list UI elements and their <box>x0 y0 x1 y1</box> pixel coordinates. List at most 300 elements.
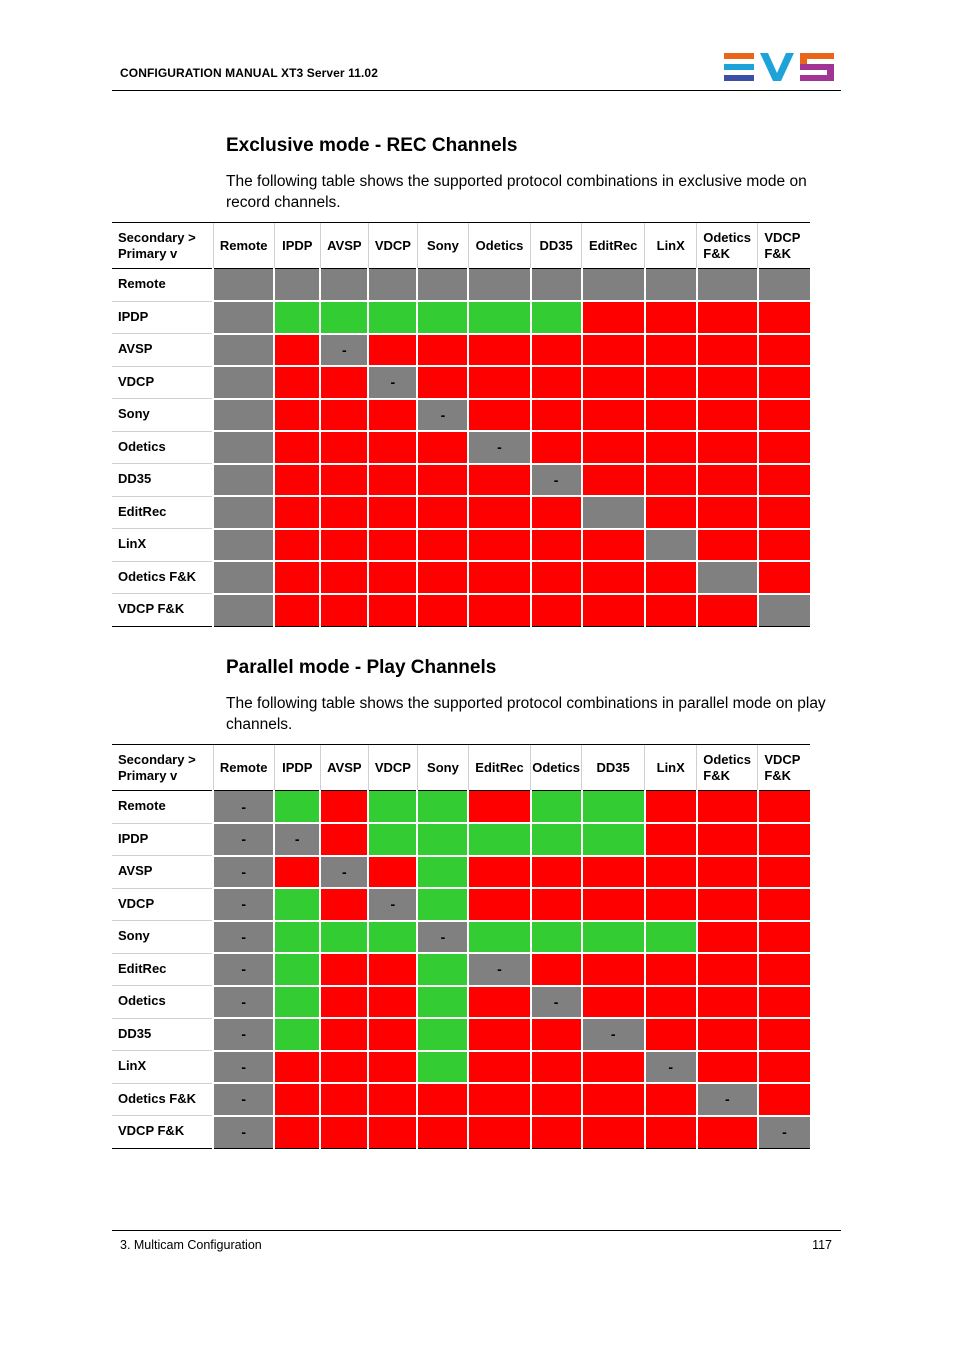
table-row <box>112 1051 810 1084</box>
column-header-label: DD35 <box>539 237 573 253</box>
unsupported-cell <box>697 1018 758 1051</box>
unsupported-cell <box>697 529 758 562</box>
supported-cell <box>368 921 417 954</box>
unsupported-cell <box>697 1116 758 1149</box>
table-row <box>112 431 810 464</box>
unsupported-cell <box>697 464 758 497</box>
unsupported-cell <box>368 1051 417 1084</box>
row-header: Sony <box>112 921 213 954</box>
unsupported-cell <box>645 1116 697 1149</box>
not-applicable-cell <box>274 269 320 302</box>
unsupported-cell <box>368 986 417 1019</box>
not-applicable-cell: - <box>645 1051 697 1084</box>
not-applicable-cell <box>645 529 697 562</box>
not-applicable-cell: - <box>758 1116 810 1149</box>
section-description-parallel: The following table shows the supported protocol combinations in parallel mode on play channels. <box>226 695 826 733</box>
unsupported-cell <box>758 791 810 824</box>
unsupported-cell <box>697 594 758 627</box>
not-applicable-cell: - <box>213 1083 274 1116</box>
column-header-label-line2: F&K <box>703 245 730 261</box>
column-header <box>368 745 417 791</box>
unsupported-cell <box>274 366 320 399</box>
not-applicable-cell: - <box>213 921 274 954</box>
unsupported-cell <box>531 496 582 529</box>
unsupported-cell <box>320 561 368 594</box>
unsupported-cell <box>320 791 368 824</box>
column-header-label: VDCP <box>374 759 411 775</box>
unsupported-cell <box>645 1083 697 1116</box>
table-row <box>112 953 810 986</box>
supported-cell <box>417 301 468 334</box>
unsupported-cell <box>531 1051 582 1084</box>
unsupported-cell <box>531 366 582 399</box>
unsupported-cell <box>368 594 417 627</box>
unsupported-cell <box>468 334 530 367</box>
row-header: AVSP <box>112 856 213 889</box>
not-applicable-cell: - <box>274 823 320 856</box>
column-header-label: VDCP <box>764 751 801 767</box>
unsupported-cell <box>758 888 810 921</box>
table-row <box>112 269 810 302</box>
unsupported-cell <box>320 888 368 921</box>
unsupported-cell <box>368 464 417 497</box>
table-row <box>112 1116 810 1149</box>
unsupported-cell <box>582 856 645 889</box>
row-header: LinX <box>112 1051 213 1084</box>
unsupported-cell <box>417 561 468 594</box>
unsupported-cell <box>645 431 697 464</box>
not-applicable-cell <box>758 269 810 302</box>
table-row <box>112 561 810 594</box>
unsupported-cell <box>468 561 530 594</box>
unsupported-cell <box>531 856 582 889</box>
unsupported-cell <box>368 953 417 986</box>
header-divider <box>112 90 841 91</box>
unsupported-cell <box>582 1083 645 1116</box>
footer-chapter: 3. Multicam Configuration <box>120 1238 262 1252</box>
section-description-exclusive: The following table shows the supported protocol combinations in exclusive mode on record channels. <box>226 173 807 211</box>
unsupported-cell <box>582 399 645 432</box>
column-header-label: Remote <box>219 759 268 775</box>
column-header <box>320 745 368 791</box>
unsupported-cell <box>468 888 530 921</box>
unsupported-cell <box>758 464 810 497</box>
logo-bar-navy <box>724 75 754 81</box>
unsupported-cell <box>417 464 468 497</box>
not-applicable-cell: - <box>368 888 417 921</box>
unsupported-cell <box>582 301 645 334</box>
supported-cell <box>417 888 468 921</box>
unsupported-cell <box>320 1083 368 1116</box>
unsupported-cell <box>274 594 320 627</box>
not-applicable-cell <box>531 269 582 302</box>
supported-cell <box>320 921 368 954</box>
supported-cell <box>320 301 368 334</box>
unsupported-cell <box>468 1051 530 1084</box>
row-header: AVSP <box>112 334 213 367</box>
unsupported-cell <box>645 399 697 432</box>
not-applicable-cell: - <box>213 1051 274 1084</box>
unsupported-cell <box>758 856 810 889</box>
unsupported-cell <box>531 1116 582 1149</box>
supported-cell <box>274 888 320 921</box>
column-header-label: Sony <box>427 237 459 253</box>
logo-v <box>760 53 794 81</box>
unsupported-cell <box>758 1018 810 1051</box>
table-row <box>112 1018 810 1051</box>
unsupported-cell <box>417 496 468 529</box>
table-row <box>112 366 810 399</box>
corner-header <box>112 745 213 791</box>
row-header: VDCP <box>112 888 213 921</box>
supported-cell <box>417 953 468 986</box>
not-applicable-cell: - <box>213 986 274 1019</box>
not-applicable-cell <box>213 561 274 594</box>
unsupported-cell <box>645 1018 697 1051</box>
column-header <box>582 223 645 269</box>
section-title-parallel: Parallel mode - Play Channels <box>226 657 497 678</box>
not-applicable-cell: - <box>582 1018 645 1051</box>
corner-secondary-label: Secondary > <box>118 751 196 767</box>
unsupported-cell <box>758 366 810 399</box>
row-header: Remote <box>112 269 213 302</box>
unsupported-cell <box>697 399 758 432</box>
not-applicable-cell: - <box>213 888 274 921</box>
unsupported-cell <box>582 1116 645 1149</box>
not-applicable-cell: - <box>213 1116 274 1149</box>
unsupported-cell <box>468 1116 530 1149</box>
supported-cell <box>274 953 320 986</box>
column-header <box>645 223 697 269</box>
column-header <box>320 223 368 269</box>
unsupported-cell <box>531 953 582 986</box>
parallel-play-table <box>112 744 810 1149</box>
row-header: Remote <box>112 791 213 824</box>
unsupported-cell <box>582 888 645 921</box>
unsupported-cell <box>582 561 645 594</box>
not-applicable-cell: - <box>417 399 468 432</box>
not-applicable-cell <box>758 594 810 627</box>
row-header: EditRec <box>112 953 213 986</box>
unsupported-cell <box>645 953 697 986</box>
not-applicable-cell: - <box>697 1083 758 1116</box>
unsupported-cell <box>320 953 368 986</box>
unsupported-cell <box>417 1116 468 1149</box>
unsupported-cell <box>468 464 530 497</box>
unsupported-cell <box>697 953 758 986</box>
unsupported-cell <box>582 366 645 399</box>
row-header: VDCP F&K <box>112 1116 213 1149</box>
unsupported-cell <box>417 1083 468 1116</box>
supported-cell <box>468 823 530 856</box>
unsupported-cell <box>531 334 582 367</box>
unsupported-cell <box>468 594 530 627</box>
not-applicable-cell: - <box>468 953 530 986</box>
unsupported-cell <box>468 366 530 399</box>
not-applicable-cell: - <box>531 464 582 497</box>
unsupported-cell <box>368 399 417 432</box>
supported-cell <box>645 921 697 954</box>
unsupported-cell <box>758 953 810 986</box>
not-applicable-cell: - <box>213 791 274 824</box>
not-applicable-cell: - <box>213 1018 274 1051</box>
unsupported-cell <box>582 431 645 464</box>
not-applicable-cell: - <box>213 823 274 856</box>
not-applicable-cell <box>213 464 274 497</box>
column-header <box>274 223 320 269</box>
unsupported-cell <box>320 399 368 432</box>
not-applicable-cell <box>213 366 274 399</box>
row-header: DD35 <box>112 1018 213 1051</box>
not-applicable-cell <box>417 269 468 302</box>
supported-cell <box>582 791 645 824</box>
column-header <box>468 745 530 791</box>
unsupported-cell <box>468 399 530 432</box>
column-header-label: VDCP <box>764 229 801 245</box>
row-header: IPDP <box>112 823 213 856</box>
unsupported-cell <box>758 1051 810 1084</box>
unsupported-cell <box>320 496 368 529</box>
unsupported-cell <box>468 856 530 889</box>
unsupported-cell <box>645 856 697 889</box>
unsupported-cell <box>368 496 417 529</box>
table-row <box>112 791 810 824</box>
supported-cell <box>417 1018 468 1051</box>
logo-bar-blue <box>724 64 754 70</box>
unsupported-cell <box>320 431 368 464</box>
corner-header <box>112 223 213 269</box>
unsupported-cell <box>531 561 582 594</box>
row-header: DD35 <box>112 464 213 497</box>
column-header <box>697 223 758 269</box>
unsupported-cell <box>758 399 810 432</box>
table-row <box>112 594 810 627</box>
not-applicable-cell <box>213 301 274 334</box>
supported-cell <box>274 921 320 954</box>
table-row <box>112 301 810 334</box>
unsupported-cell <box>645 334 697 367</box>
unsupported-cell <box>645 366 697 399</box>
supported-cell <box>531 791 582 824</box>
unsupported-cell <box>274 1083 320 1116</box>
not-applicable-cell: - <box>368 366 417 399</box>
not-applicable-cell: - <box>468 431 530 464</box>
unsupported-cell <box>320 594 368 627</box>
unsupported-cell <box>697 856 758 889</box>
unsupported-cell <box>368 1116 417 1149</box>
unsupported-cell <box>417 594 468 627</box>
unsupported-cell <box>697 334 758 367</box>
unsupported-cell <box>468 1083 530 1116</box>
not-applicable-cell <box>368 269 417 302</box>
unsupported-cell <box>531 431 582 464</box>
supported-cell <box>368 823 417 856</box>
unsupported-cell <box>758 334 810 367</box>
column-header-label: EditRec <box>588 237 638 253</box>
unsupported-cell <box>645 888 697 921</box>
unsupported-cell <box>417 334 468 367</box>
supported-cell <box>582 921 645 954</box>
unsupported-cell <box>320 1051 368 1084</box>
unsupported-cell <box>758 921 810 954</box>
footer-page-number: 117 <box>812 1238 832 1252</box>
unsupported-cell <box>697 301 758 334</box>
exclusive-rec-table <box>112 222 810 627</box>
unsupported-cell <box>274 399 320 432</box>
supported-cell <box>531 921 582 954</box>
unsupported-cell <box>320 366 368 399</box>
column-header-label: Odetics <box>703 751 751 767</box>
table-row <box>112 856 810 889</box>
column-header <box>274 745 320 791</box>
evs-logo <box>724 53 836 81</box>
row-header: Odetics F&K <box>112 1083 213 1116</box>
unsupported-cell <box>645 986 697 1019</box>
column-header <box>645 745 697 791</box>
unsupported-cell <box>368 431 417 464</box>
unsupported-cell <box>645 464 697 497</box>
not-applicable-cell <box>697 561 758 594</box>
corner-secondary-label: Secondary > <box>118 229 196 245</box>
unsupported-cell <box>417 431 468 464</box>
table-row <box>112 399 810 432</box>
unsupported-cell <box>582 464 645 497</box>
not-applicable-cell <box>320 269 368 302</box>
column-header-label: Remote <box>219 237 268 253</box>
row-header: Sony <box>112 399 213 432</box>
supported-cell <box>274 791 320 824</box>
column-header-label: AVSP <box>327 237 362 253</box>
column-header-label-line2: F&K <box>703 767 730 783</box>
supported-cell <box>274 986 320 1019</box>
not-applicable-cell <box>697 269 758 302</box>
column-header <box>417 745 468 791</box>
column-header-label-line2: F&K <box>764 767 792 783</box>
unsupported-cell <box>468 986 530 1019</box>
not-applicable-cell <box>213 269 274 302</box>
unsupported-cell <box>758 823 810 856</box>
unsupported-cell <box>417 529 468 562</box>
unsupported-cell <box>531 399 582 432</box>
unsupported-cell <box>274 334 320 367</box>
not-applicable-cell <box>213 399 274 432</box>
unsupported-cell <box>468 1018 530 1051</box>
unsupported-cell <box>320 823 368 856</box>
not-applicable-cell: - <box>320 334 368 367</box>
column-header-label: LinX <box>656 759 685 775</box>
not-applicable-cell <box>213 594 274 627</box>
unsupported-cell <box>368 1083 417 1116</box>
unsupported-cell <box>697 366 758 399</box>
row-header: VDCP <box>112 366 213 399</box>
unsupported-cell <box>368 856 417 889</box>
supported-cell <box>531 823 582 856</box>
unsupported-cell <box>468 496 530 529</box>
unsupported-cell <box>531 529 582 562</box>
unsupported-cell <box>645 301 697 334</box>
column-header-label: AVSP <box>327 759 362 775</box>
column-header <box>468 223 530 269</box>
supported-cell <box>417 856 468 889</box>
column-header-label: Odetics <box>703 229 751 245</box>
column-header-label-line2: F&K <box>764 245 792 261</box>
unsupported-cell <box>758 431 810 464</box>
supported-cell <box>468 301 530 334</box>
table-row <box>112 464 810 497</box>
unsupported-cell <box>320 1116 368 1149</box>
logo-s-bottom <box>800 75 834 81</box>
unsupported-cell <box>697 823 758 856</box>
unsupported-cell <box>697 921 758 954</box>
table-row <box>112 888 810 921</box>
not-applicable-cell <box>213 334 274 367</box>
not-applicable-cell <box>582 496 645 529</box>
table-row <box>112 334 810 367</box>
supported-cell <box>417 823 468 856</box>
row-header: EditRec <box>112 496 213 529</box>
footer-divider <box>112 1230 841 1231</box>
unsupported-cell <box>645 791 697 824</box>
column-header-label: VDCP <box>374 237 411 253</box>
supported-cell <box>468 921 530 954</box>
unsupported-cell <box>531 888 582 921</box>
unsupported-cell <box>697 791 758 824</box>
supported-cell <box>417 986 468 1019</box>
unsupported-cell <box>531 594 582 627</box>
unsupported-cell <box>368 1018 417 1051</box>
table-row <box>112 986 810 1019</box>
unsupported-cell <box>368 561 417 594</box>
row-header: Odetics F&K <box>112 561 213 594</box>
unsupported-cell <box>582 594 645 627</box>
column-header <box>697 745 758 791</box>
unsupported-cell <box>582 334 645 367</box>
unsupported-cell <box>697 496 758 529</box>
not-applicable-cell: - <box>320 856 368 889</box>
logo-bar-orange <box>724 53 754 59</box>
unsupported-cell <box>320 1018 368 1051</box>
table-row <box>112 496 810 529</box>
unsupported-cell <box>531 1083 582 1116</box>
unsupported-cell <box>368 529 417 562</box>
not-applicable-cell <box>213 529 274 562</box>
unsupported-cell <box>645 823 697 856</box>
supported-cell <box>531 301 582 334</box>
unsupported-cell <box>582 953 645 986</box>
unsupported-cell <box>645 594 697 627</box>
row-header: Odetics <box>112 431 213 464</box>
unsupported-cell <box>274 464 320 497</box>
not-applicable-cell <box>645 269 697 302</box>
unsupported-cell <box>468 791 530 824</box>
not-applicable-cell <box>468 269 530 302</box>
column-header <box>213 745 274 791</box>
supported-cell <box>368 301 417 334</box>
unsupported-cell <box>582 986 645 1019</box>
column-header <box>213 223 274 269</box>
unsupported-cell <box>274 496 320 529</box>
not-applicable-cell: - <box>531 986 582 1019</box>
column-header-label: EditRec <box>475 759 524 775</box>
unsupported-cell <box>758 529 810 562</box>
unsupported-cell <box>531 1018 582 1051</box>
unsupported-cell <box>582 529 645 562</box>
unsupported-cell <box>697 888 758 921</box>
corner-primary-label: Primary v <box>118 245 178 261</box>
unsupported-cell <box>274 1116 320 1149</box>
unsupported-cell <box>758 561 810 594</box>
not-applicable-cell <box>213 496 274 529</box>
